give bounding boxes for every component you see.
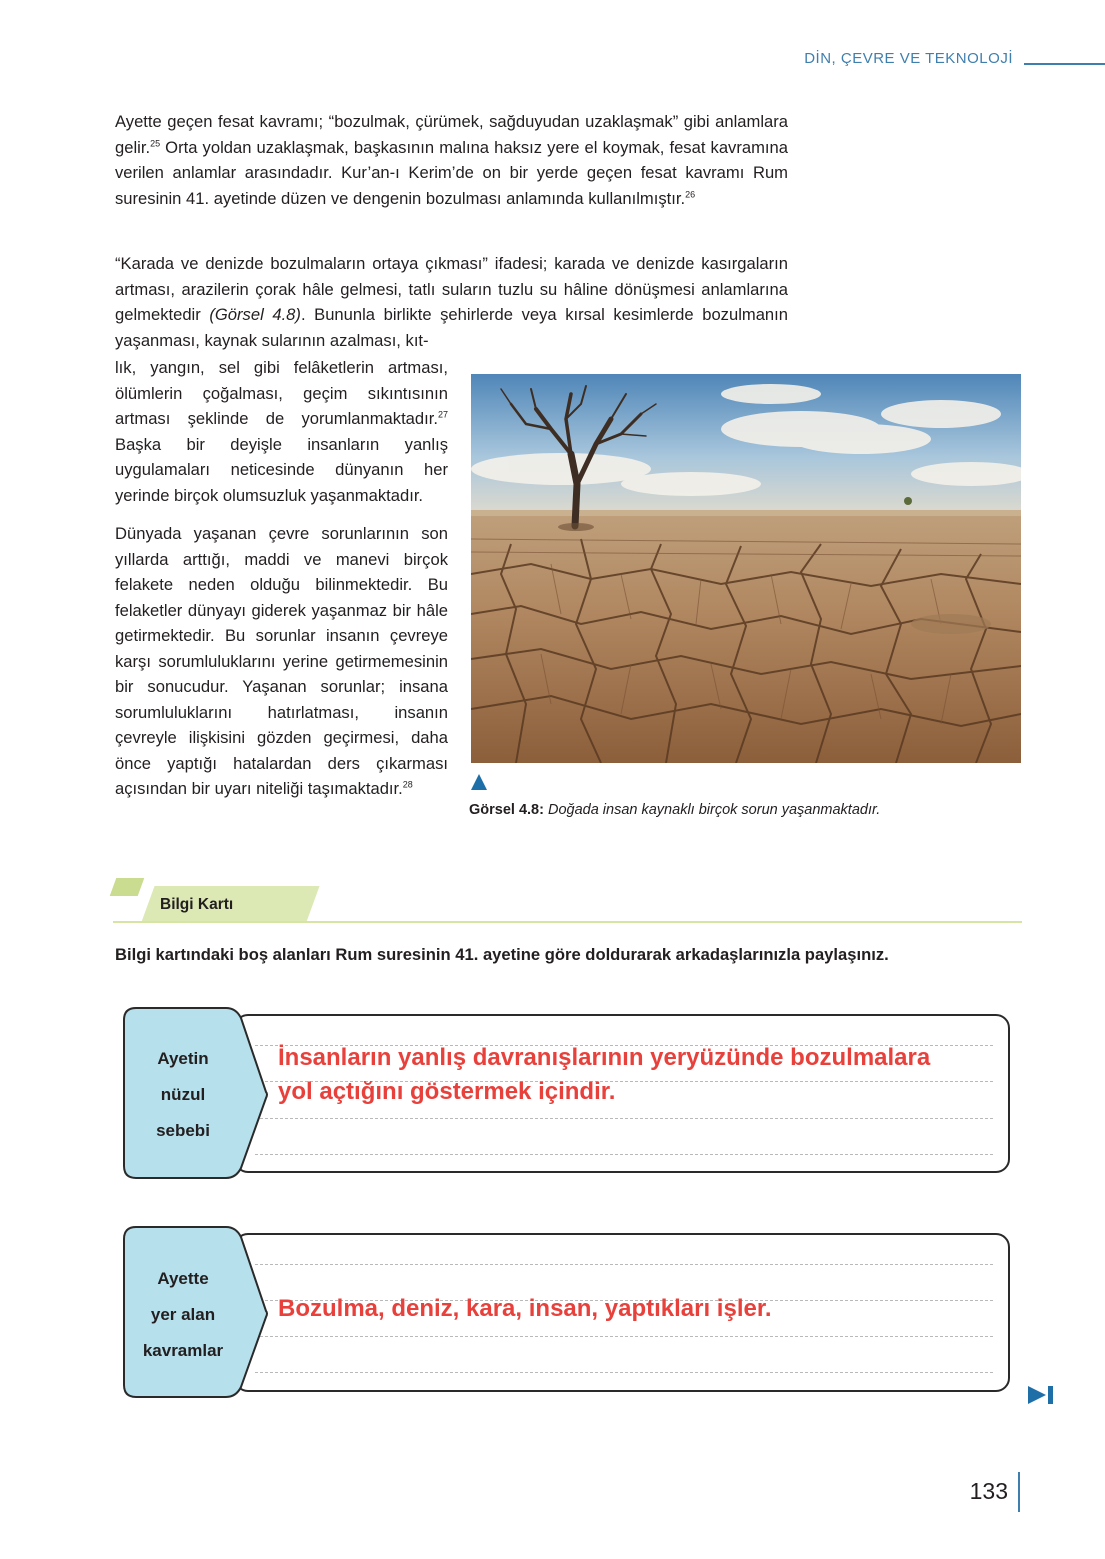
p1-text-a: Ayette geçen fesat kavramı; “bozulmak, çürümek, sağduyudan uzaklaşmak” gibi anlamlara gelir. xyxy=(115,112,788,157)
caption-label: Görsel 4.8: xyxy=(469,802,544,818)
p2-text-b: . Bununla birlikte şehirlerde veya kırsal kesimlerde bozulmanın yaşanması, kaynak sularının azalması, kıt- xyxy=(115,305,789,350)
paragraph-4 xyxy=(115,521,448,802)
footnote-ref-28: 28 xyxy=(402,779,413,790)
caption-text: Doğada insan kaynaklı birçok sorun yaşanmaktadır. xyxy=(543,802,881,818)
tag-2-line-2: yer alan xyxy=(150,1305,216,1324)
drought-photo xyxy=(471,374,1021,763)
writing-line xyxy=(255,1372,993,1373)
p3-text-b: Başka bir deyişle insanların yanlış uygulamaları neticesinde dünyanın her yerinde birçok olumsuzluk yaşanmaktadır. xyxy=(115,434,448,505)
chapter-title: DİN, ÇEVRE VE TEKNOLOJİ xyxy=(804,50,1013,67)
p2-text-a: “Karada ve denizde bozulmaların ortaya çıkması” ifadesi; karada ve denizde kasırgaların artması, arazilerin çorak hâle gelmesi, tatlı suların tuzlu su hâline dönüşmesi anlamlarına gelmektedir xyxy=(115,254,788,324)
tag-label-2 xyxy=(124,1261,242,1369)
page-number: 133 xyxy=(969,1478,1008,1504)
paragraph-3 xyxy=(115,355,448,508)
tag-1-line-3: sebebi xyxy=(156,1121,210,1140)
card-accent xyxy=(110,878,145,896)
card-rule xyxy=(113,921,1022,923)
footnote-ref-27: 27 xyxy=(437,409,448,420)
tag-1-line-2: nüzul xyxy=(160,1085,206,1104)
card-title: Bilgi Kartı xyxy=(160,896,234,913)
header-rule xyxy=(1024,63,1105,65)
tag-2-line-3: kavramlar xyxy=(142,1341,224,1360)
tag-2-line-1: Ayette xyxy=(157,1269,209,1288)
writing-line xyxy=(255,1154,993,1155)
answer-2: Bozulma, deniz, kara, insan, yaptıkları işler. xyxy=(278,1295,772,1322)
answer-1-line-1: İnsanların yanlış davranışlarının yeryüzünde bozulmalara xyxy=(278,1044,931,1071)
writing-line xyxy=(255,1336,993,1337)
tag-1-line-1: Ayetin xyxy=(157,1049,209,1068)
caption-marker-icon xyxy=(471,774,487,790)
answer-1-line-2: yol açtığını göstermek içindir. xyxy=(278,1078,616,1105)
writing-line xyxy=(255,1264,993,1265)
figure-caption xyxy=(469,802,880,818)
footnote-ref-25: 25 xyxy=(150,137,161,148)
page-number-rule xyxy=(1018,1472,1020,1512)
tag-label-1 xyxy=(124,1041,242,1149)
footnote-ref-26: 26 xyxy=(685,188,696,199)
next-page-icon[interactable] xyxy=(1026,1384,1056,1406)
paragraph-2 xyxy=(115,251,788,353)
writing-line xyxy=(255,1118,993,1119)
card-instruction: Bilgi kartındaki boş alanları Rum suresinin 41. ayetine göre doldurarak arkadaşlarınızla paylaşınız. xyxy=(115,945,889,964)
paragraph-1 xyxy=(115,109,788,211)
answer-1 xyxy=(278,1041,998,1109)
p4-text: Dünyada yaşanan çevre sorunlarının son yıllarda arttığı, maddi ve manevi birçok felakete neden olduğu bilinmektedir. Bu felaketler dünyayı giderek yaşanmaz bir hâle getirmektedir. Bu sorunlar insanın çevreye karşı sorumluluklarını yerine getirmemesinin bir sonucudur. Yaşanan sorunlar; insana sorumluluklarını hatırlatması, insanın çevreyle ilişkisini gözden geçirmesi, daha önce yaptığı hatalardan ders çıkarması açısından bir uyarı niteliği taşımaktadır. xyxy=(115,524,448,798)
p3-text-a: lık, yangın, sel gibi felâketlerin artması, ölümlerin çoğalması, geçim sıkıntısının artması şeklinde de yorumlanmaktadır. xyxy=(115,358,448,428)
figure-reference: (Görsel 4.8) xyxy=(209,305,301,324)
p1-text-b: Orta yoldan uzaklaşmak, başkasının malına haksız yere el koymak, fesat kavramına verilen anlamlar arasındadır. Kur’an-ı Kerim’de on bir yerde geçen fesat kavramı Rum suresinin 41. ayetinde düzen ve dengenin bozulması anlamında kullanılmıştır. xyxy=(115,137,788,208)
